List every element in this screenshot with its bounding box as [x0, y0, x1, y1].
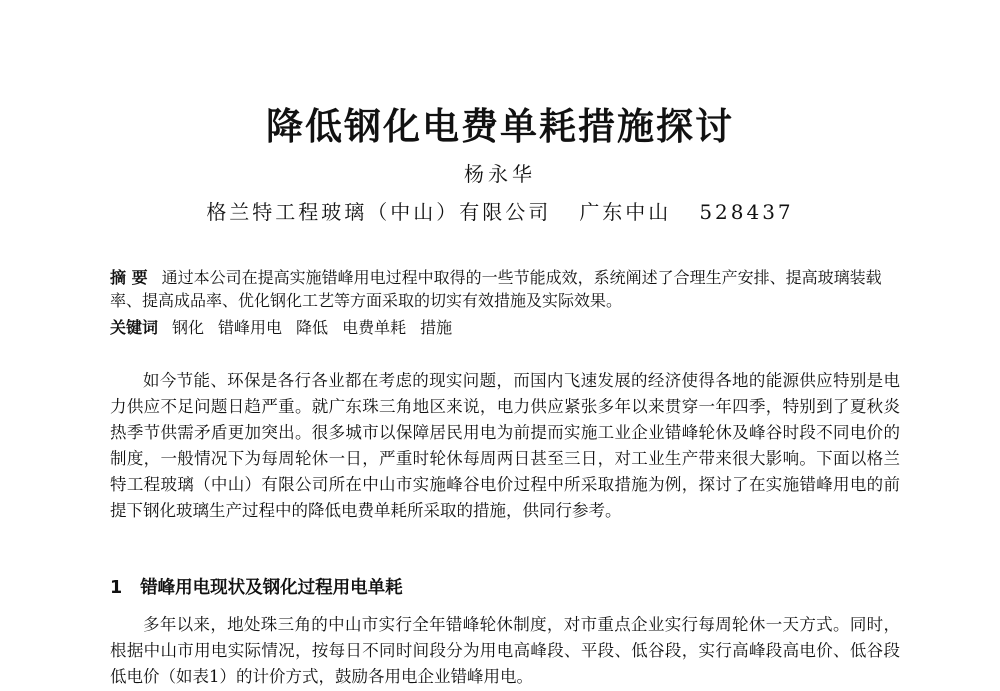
keyword: 措施 — [420, 318, 453, 337]
keyword: 错峰用电 — [218, 318, 283, 337]
author-name: 杨永华 — [464, 162, 536, 186]
affiliation-postcode: 528437 — [699, 200, 794, 224]
section-heading — [110, 574, 403, 599]
keyword: 降低 — [296, 318, 329, 337]
abstract-label: 摘 要 — [110, 268, 148, 287]
keywords — [110, 316, 900, 339]
paper-title: 降低钢化电费单耗措施探讨 — [266, 105, 734, 148]
keyword: 钢化 — [172, 318, 205, 337]
keyword: 电费单耗 — [342, 318, 407, 337]
affiliation-organization: 格兰特工程玻璃（中山）有限公司 — [206, 200, 552, 224]
section-paragraph: 多年以来，地处珠三角的中山市实行全年错峰轮休制度，对市重点企业实行每周轮休一天方式。同时，根据中山市用电实际情况，按每日不同时间段分为用电高峰段、平段、低谷段，实行高峰段高电价、低谷段低电价（如表1）的计价方式，鼓励各用电企业错峰用电。 — [110, 615, 900, 686]
abstract — [110, 266, 900, 312]
keywords-label: 关键词 — [110, 318, 159, 337]
author-affiliation — [0, 196, 1000, 225]
affiliation-location: 广东中山 — [579, 200, 672, 224]
section-title: 错峰用电现状及钢化过程用电单耗 — [140, 578, 403, 598]
intro-paragraph: 如今节能、环保是各行各业都在考虑的现实问题，而国内飞速发展的经济使得各地的能源供应特别是电力供应不足问题日趋严重。就广东珠三角地区来说，电力供应紧张多年以来贯穿一年四季，特别到了夏秋炎热季节供需矛盾更加突出。很多城市以保障居民用电为前提而实施工业企业错峰轮休及峰谷时段不同电价的制度，一般情况下为每周轮休一日，严重时轮休每周两日甚至三日，对工业生产带来很大影响。下面以格兰特工程玻璃（中山）有限公司所在中山市实施峰谷电价过程中所采取措施为例，探讨了在实施错峰用电的前提下钢化玻璃生产过程中的降低电费单耗所采取的措施，供同行参考。 — [110, 371, 900, 520]
abstract-text: 通过本公司在提高实施错峰用电过程中取得的一些节能成效，系统阐述了合理生产安排、提高玻璃装载率、提高成品率、优化钢化工艺等方面采取的切实有效措施及实际效果。 — [110, 268, 882, 310]
section-number: 1 — [110, 578, 123, 598]
